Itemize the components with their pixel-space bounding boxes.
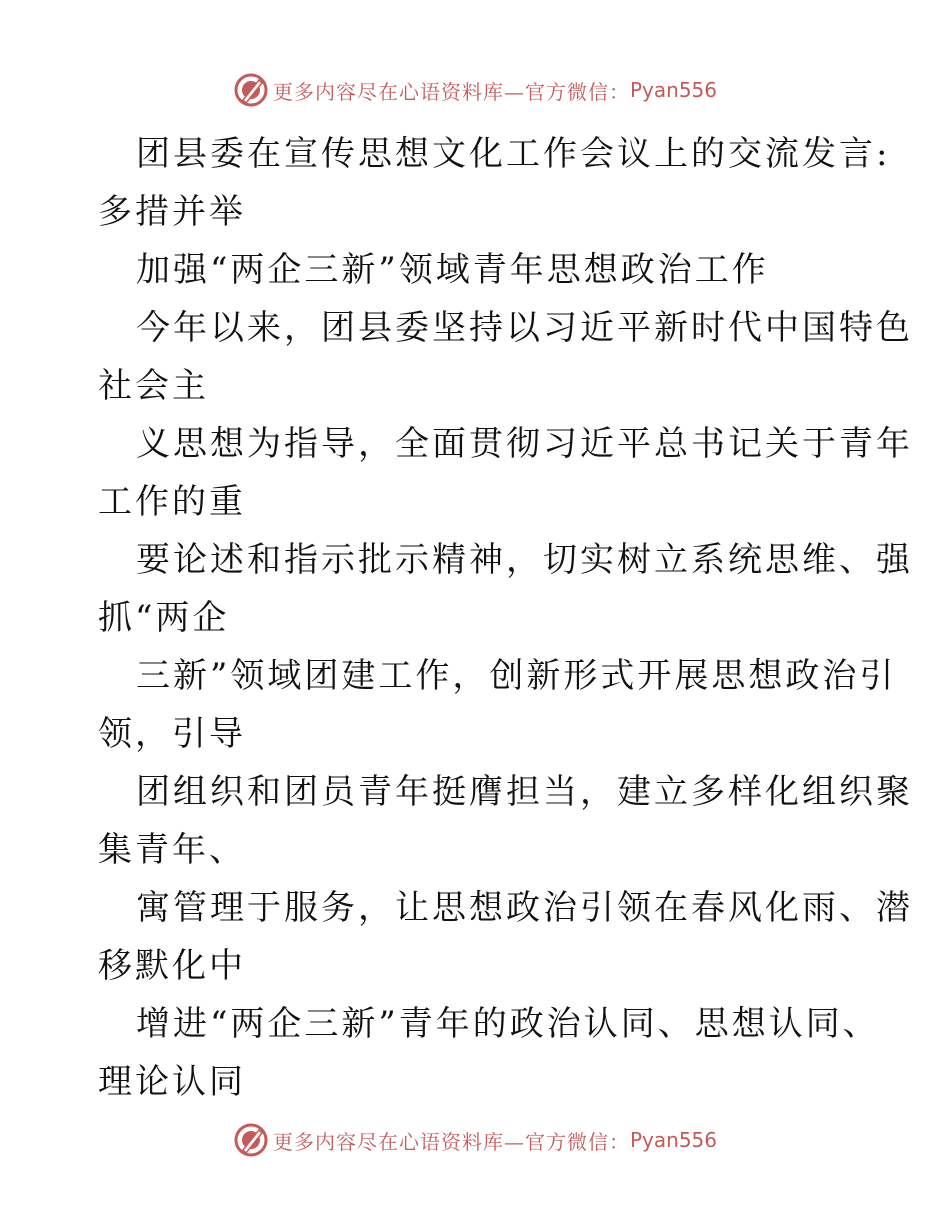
document-line: 团组织和团员青年挺膺担当，建立多样化组织聚 <box>136 772 913 812</box>
document-line: 移默化中 <box>98 946 246 986</box>
pen-in-circle-logo-icon <box>233 72 269 108</box>
watermark-wechat-id: Pyan556 <box>629 78 717 102</box>
document-line: 抓“两企 <box>98 598 230 638</box>
document-line: 义思想为指导，全面贯彻习近平总书记关于青年 <box>136 424 913 464</box>
document-line: 寓管理于服务，让思想政治引领在春风化雨、潜 <box>136 888 913 928</box>
document-line: 增进“两企三新”青年的政治认同、思想认同、 <box>136 1004 880 1044</box>
document-line: 要论述和指示批示精神，切实树立系统思维、强 <box>136 540 913 580</box>
watermark-wechat-id: Pyan556 <box>629 1128 717 1152</box>
document-body <box>98 125 913 1111</box>
document-line: 三新”领域团建工作，创新形式开展思想政治引 <box>136 656 897 696</box>
document-line: 理论认同 <box>98 1062 246 1102</box>
header-watermark <box>0 70 950 110</box>
document-line: 团县委在宣传思想文化工作会议上的交流发言: <box>136 134 891 174</box>
pen-in-circle-logo-icon <box>233 1122 269 1158</box>
footer-watermark <box>0 1120 950 1160</box>
watermark-text: 更多内容尽在心语资料库—官方微信： <box>272 1129 630 1154</box>
document-line: 领，引导 <box>98 714 246 754</box>
document-line: 今年以来，团县委坚持以习近平新时代中国特色 <box>136 308 913 348</box>
document-line: 多措并举 <box>98 192 246 232</box>
document-line: 社会主 <box>98 366 209 406</box>
document-line: 集青年、 <box>98 830 246 870</box>
document-line: 工作的重 <box>98 482 246 522</box>
watermark-text: 更多内容尽在心语资料库—官方微信： <box>272 79 630 104</box>
document-line: 加强“两企三新”领域青年思想政治工作 <box>136 250 769 290</box>
